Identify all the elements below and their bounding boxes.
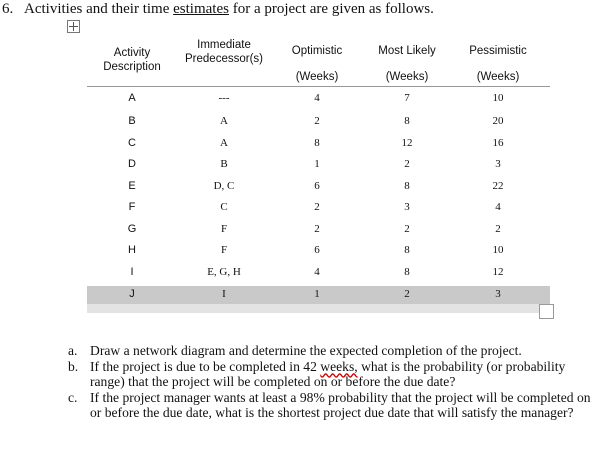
cell-most-likely: 8 bbox=[404, 266, 410, 278]
part-b-label: b. bbox=[68, 358, 79, 374]
header-activity-line1: Activity bbox=[113, 47, 151, 59]
header-optimistic bbox=[278, 38, 356, 90]
cell-optimistic: 2 bbox=[314, 201, 320, 213]
cell-pessimistic: 2 bbox=[495, 223, 501, 235]
title-text-start: Activities and their time bbox=[24, 1, 170, 17]
cell-most-likely: 12 bbox=[401, 137, 413, 149]
header-activity-line2: Description bbox=[103, 61, 161, 73]
cell-optimistic: 1 bbox=[314, 158, 320, 170]
cell-predecessor: F bbox=[220, 223, 228, 235]
cell-activity: D bbox=[128, 158, 136, 170]
cell-predecessor: A bbox=[220, 115, 228, 127]
cell-most-likely: 8 bbox=[404, 244, 410, 256]
part-c-text: If the project manager wants at least a 98% probability that the project will be completed on or before the due date, what is the shortest project due date that will satisfy the manager? bbox=[90, 389, 591, 420]
question-parts bbox=[68, 343, 598, 421]
cell-activity: G bbox=[127, 223, 137, 235]
cell-activity: B bbox=[128, 115, 136, 127]
cell-predecessor: C bbox=[220, 201, 228, 213]
header-predecessor bbox=[178, 38, 270, 66]
cell-pessimistic: 20 bbox=[492, 115, 504, 127]
cell-most-likely: 7 bbox=[404, 92, 410, 104]
header-predecessor-line1: Immediate bbox=[197, 39, 251, 51]
title-text-end: for a project are given as follows. bbox=[232, 1, 434, 17]
title-underlined-word: estimates bbox=[173, 1, 229, 17]
cell-pessimistic: 4 bbox=[495, 201, 501, 213]
cell-most-likely: 2 bbox=[404, 288, 410, 300]
cell-optimistic: 8 bbox=[314, 137, 320, 149]
header-divider bbox=[87, 86, 550, 87]
cell-optimistic: 2 bbox=[314, 115, 320, 127]
cell-optimistic: 4 bbox=[314, 266, 320, 278]
cell-optimistic: 2 bbox=[314, 223, 320, 235]
cell-most-likely: 2 bbox=[404, 223, 410, 235]
part-b-text bbox=[90, 359, 598, 390]
part-a bbox=[68, 343, 598, 359]
header-activity bbox=[92, 46, 172, 74]
header-most-likely-line1: Most Likely bbox=[378, 45, 436, 57]
header-most-likely bbox=[364, 38, 450, 90]
part-c-label: c. bbox=[68, 389, 78, 405]
question-number: 6. bbox=[2, 1, 14, 17]
cell-optimistic: 6 bbox=[314, 244, 320, 256]
cell-most-likely: 8 bbox=[404, 115, 410, 127]
question-title bbox=[2, 1, 434, 18]
cell-predecessor: E, G, H bbox=[207, 266, 241, 278]
cell-predecessor: --- bbox=[218, 92, 230, 104]
part-b-text-start: If the project is due to be completed in 42 bbox=[90, 358, 317, 374]
part-a-label: a. bbox=[68, 343, 78, 358]
part-b-text-end: what is the probability (or probability range) that the project will be completed on or before the due date? bbox=[90, 358, 566, 389]
spelling-flagged-word: weeks, bbox=[320, 358, 358, 374]
cell-activity: A bbox=[128, 92, 136, 104]
header-predecessor-line2: Predecessor(s) bbox=[185, 53, 263, 65]
cell-optimistic: 4 bbox=[314, 92, 320, 104]
cell-pessimistic: 16 bbox=[492, 137, 504, 149]
cell-most-likely: 8 bbox=[404, 180, 410, 192]
cell-optimistic: 1 bbox=[314, 288, 320, 300]
header-pessimistic bbox=[452, 38, 544, 90]
cell-predecessor: B bbox=[220, 158, 228, 170]
cell-activity: I bbox=[130, 266, 134, 278]
part-c bbox=[68, 390, 598, 421]
cell-most-likely: 2 bbox=[404, 158, 410, 170]
cell-pessimistic: 12 bbox=[492, 266, 504, 278]
cell-predecessor: I bbox=[222, 288, 226, 300]
header-optimistic-line2: (Weeks) bbox=[295, 71, 339, 83]
cell-pessimistic: 10 bbox=[492, 92, 504, 104]
cell-activity: F bbox=[128, 201, 136, 213]
table-scrollbar[interactable] bbox=[87, 304, 539, 313]
cell-pessimistic: 3 bbox=[495, 288, 501, 300]
cell-activity: C bbox=[128, 137, 136, 149]
cell-predecessor: F bbox=[220, 244, 228, 256]
cell-pessimistic: 22 bbox=[492, 180, 504, 192]
table-resize-handle-icon[interactable] bbox=[539, 304, 554, 319]
cell-predecessor: A bbox=[220, 137, 228, 149]
header-optimistic-line1: Optimistic bbox=[291, 45, 343, 57]
table-move-handle-icon[interactable] bbox=[67, 20, 80, 33]
cell-pessimistic: 10 bbox=[492, 244, 504, 256]
cell-predecessor: D, C bbox=[213, 180, 235, 192]
cell-optimistic: 6 bbox=[314, 180, 320, 192]
part-b bbox=[68, 359, 598, 390]
cell-activity: H bbox=[128, 244, 136, 256]
header-pessimistic-line2: (Weeks) bbox=[476, 71, 520, 83]
cell-activity: J bbox=[129, 288, 135, 300]
cell-pessimistic: 3 bbox=[495, 158, 501, 170]
part-a-text: Draw a network diagram and determine the expected completion of the project. bbox=[90, 343, 522, 358]
header-most-likely-line2: (Weeks) bbox=[385, 71, 429, 83]
cell-activity: E bbox=[128, 180, 136, 192]
header-pessimistic-line1: Pessimistic bbox=[469, 45, 527, 57]
cell-most-likely: 3 bbox=[404, 201, 410, 213]
